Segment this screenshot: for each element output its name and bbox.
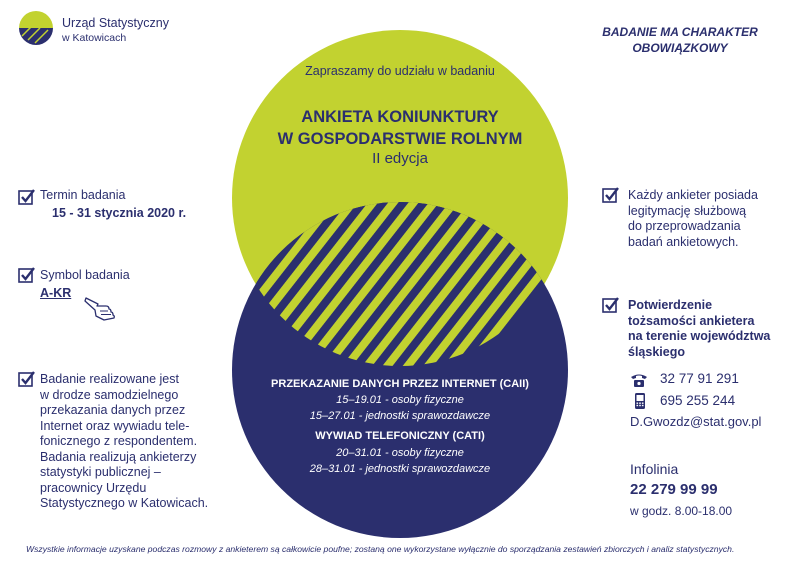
legit-line: Każdy ankieter posiada [628, 188, 758, 202]
mandatory-line2: OBOWIĄZKOWY [632, 41, 728, 55]
email-link[interactable]: D.Gwozdz@stat.gov.pl [630, 414, 762, 429]
landline-number[interactable]: 32 77 91 291 [660, 371, 739, 386]
logo-line2: w Katowicach [62, 32, 127, 44]
mandatory-note [590, 24, 770, 56]
invite-text: Zapraszamy do udziału w badaniu [305, 64, 495, 78]
survey-title-line2: W GOSPODARSTWIE ROLNYM [277, 130, 523, 148]
legitimation-info [628, 188, 758, 250]
infoline-hours: w godz. 8.00-18.00 [630, 504, 733, 518]
confirm-line: tożsamości ankietera [628, 313, 755, 328]
checkbox-icon [18, 188, 36, 206]
phone-period-1: 20–31.01 - osoby fizyczne [336, 447, 464, 459]
identity-confirmation [628, 298, 770, 360]
mobile-number[interactable]: 695 255 244 [660, 393, 736, 408]
phone-heading: WYWIAD TELEFONICZNY (CATI) [315, 430, 485, 442]
pointing-hand-icon [84, 290, 120, 322]
confirm-line: na terenie województwa [628, 329, 771, 343]
legit-line: do przeprowadzania [628, 219, 741, 233]
method-line: Badania realizują ankieterzy [40, 449, 197, 464]
term-label: Termin badania [40, 188, 126, 202]
method-line: fonicznego z respondentem. [40, 434, 198, 448]
infoline-number[interactable]: 22 279 99 99 [630, 481, 718, 498]
term-dates: 15 - 31 stycznia 2020 r. [52, 206, 187, 220]
survey-title [250, 106, 550, 150]
logo-mark-icon [18, 10, 54, 46]
checkbox-icon [602, 296, 620, 314]
survey-title-line1: ANKIETA KONIUNKTURY [301, 108, 499, 126]
method-line: Statystycznego w Katowicach. [40, 496, 209, 510]
internet-period-2: 15–27.01 - jednostki sprawozdawcze [309, 410, 491, 422]
method-line: Badanie realizowane jest [40, 372, 179, 386]
method-line: w drodze samodzielnego [40, 387, 179, 402]
method-line: statystyki publicznej – [40, 465, 161, 479]
method-line: pracownicy Urzędu [40, 480, 147, 495]
internet-heading: PRZEKAZANIE DANYCH PRZEZ INTERNET (CAII) [271, 378, 529, 390]
checkbox-icon [18, 266, 36, 284]
symbol-label: Symbol badania [40, 268, 130, 282]
confirm-line: Potwierdzenie [628, 298, 713, 312]
telephone-icon [630, 372, 648, 388]
phone-period-2: 28–31.01 - jednostki sprawozdawcze [309, 463, 491, 475]
internet-period-1: 15–19.01 - osoby fizyczne [336, 394, 464, 406]
logo-line1: Urząd Statystyczny [62, 16, 169, 30]
method-line: przekazania danych przez [40, 403, 186, 417]
legit-line: legitymację służbową [628, 203, 747, 218]
method-description [40, 372, 208, 512]
mandatory-line1: BADANIE MA CHARAKTER [602, 25, 758, 39]
infoline-label: Infolinia [630, 461, 679, 477]
confirm-line: śląskiego [628, 344, 685, 359]
symbol-value: A-KR [40, 286, 72, 300]
method-line: Internet oraz wywiadu tele- [40, 418, 190, 433]
legit-line: badań ankietowych. [628, 234, 739, 249]
confidentiality-footer: Wszystkie informacje uzyskane podczas rozmowy z ankieterem są całkowicie poufne; zostaną one wykorzystane wyłącznie do sporządzania zestawień zbiorczych i analiz statystycznych. [26, 544, 735, 554]
checkbox-icon [602, 186, 620, 204]
checkbox-icon [18, 370, 36, 388]
edition: II edycja [372, 150, 428, 167]
mobile-phone-icon [634, 392, 646, 410]
logo [18, 10, 188, 56]
